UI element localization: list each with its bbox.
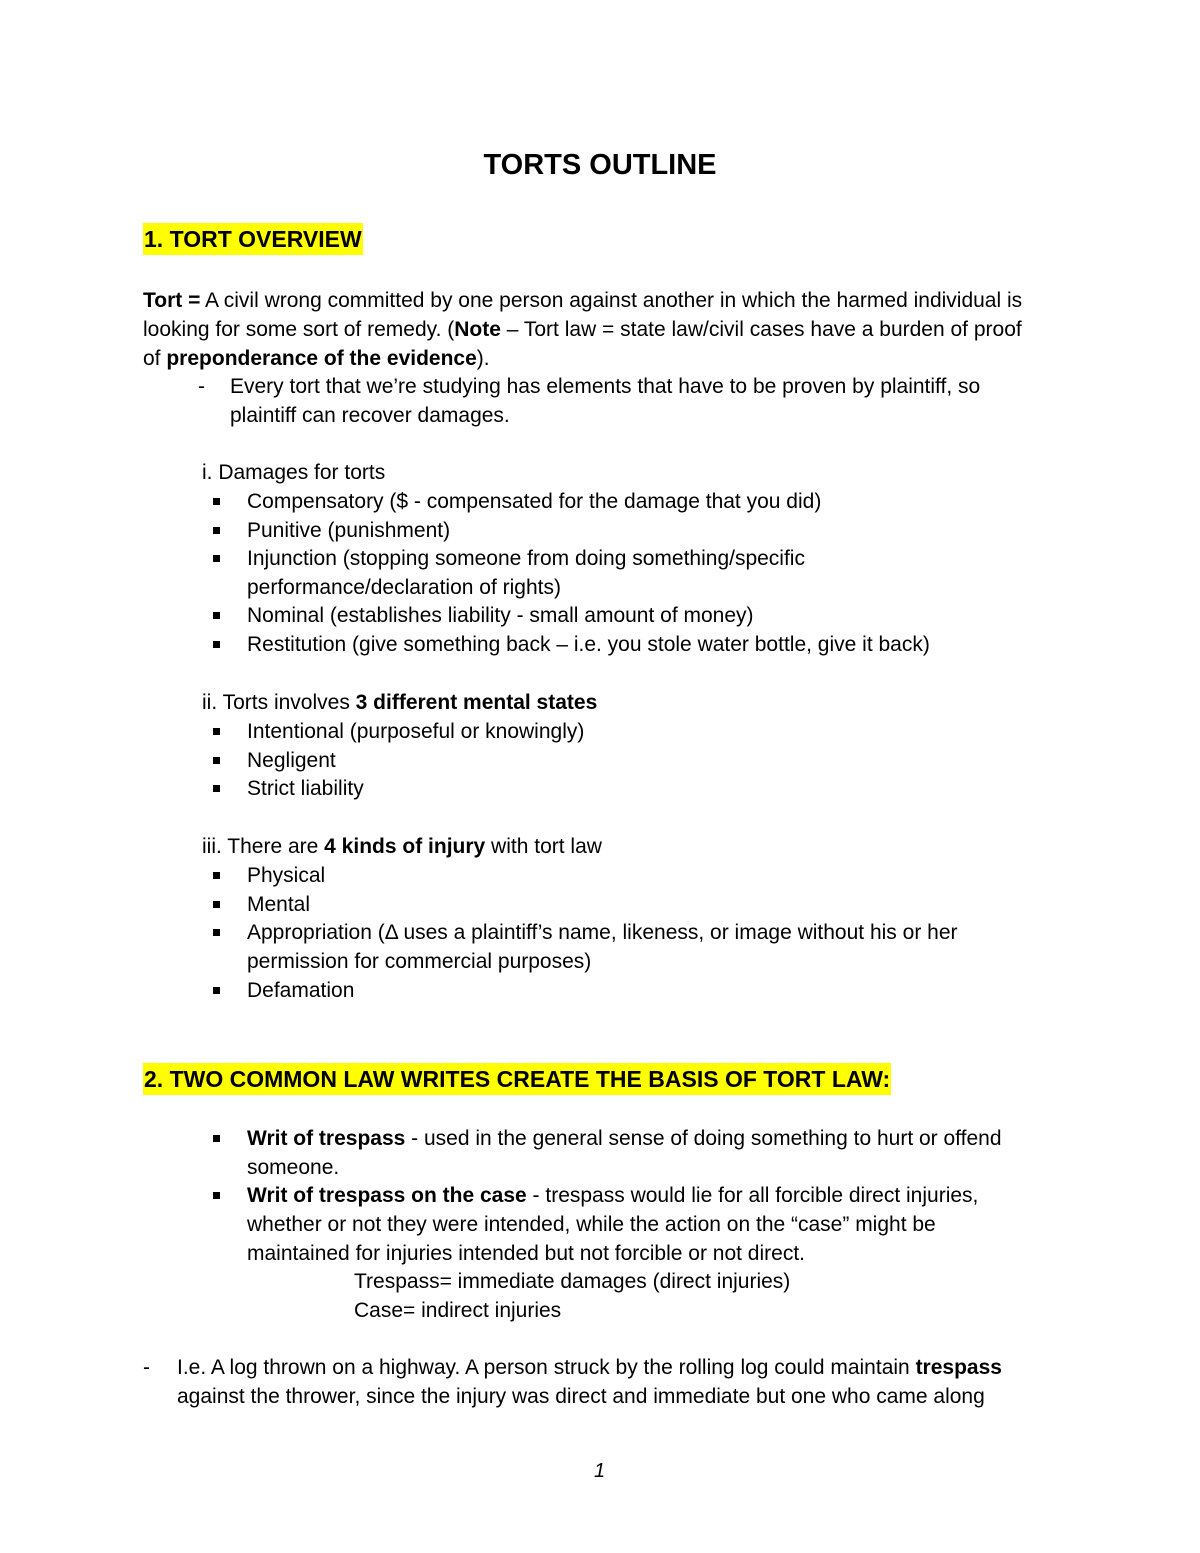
mental-state-strict-liability: Strict liability — [247, 777, 364, 800]
writ-on-the-case-line-3: maintained for injuries intended but not forcible or not direct. — [247, 1242, 805, 1265]
injury-mental: Mental — [247, 893, 311, 916]
example-line-2: against the thrower, since the injury was direct and immediate but one who came along — [177, 1385, 985, 1408]
section-1-heading: 1. TORT OVERVIEW — [143, 228, 363, 251]
bullet-icon — [213, 785, 220, 792]
writ-on-the-case-line-1: Writ of trespass on the case - trespass would lie for all forcible direct injuries, — [247, 1184, 979, 1207]
bullet-icon — [213, 1135, 220, 1142]
mental-state-intentional: Intentional (purposeful or knowingly) — [247, 720, 585, 743]
bullet-icon — [213, 555, 220, 562]
bullet-icon — [213, 728, 220, 735]
tort-definition-line-1: Tort = A civil wrong committed by one person against another in which the harmed individual is — [143, 289, 1023, 312]
page-number: 1 — [594, 1460, 606, 1482]
damages-item-injunction: Injunction (stopping someone from doing something/specific — [247, 547, 805, 570]
mental-state-negligent: Negligent — [247, 749, 336, 772]
dash-marker: - — [198, 375, 205, 398]
mental-states-heading: ii. Torts involves 3 different mental states — [202, 691, 598, 714]
injury-heading: iii. There are 4 kinds of injury with tort law — [202, 835, 602, 858]
injury-defamation: Defamation — [247, 979, 355, 1002]
section-2-heading: 2. TWO COMMON LAW WRITES CREATE THE BASIS OF TORT LAW: — [143, 1068, 891, 1091]
damages-item-nominal: Nominal (establishes liability - small amount of money) — [247, 604, 754, 627]
writ-of-trespass-line-1: Writ of trespass - used in the general sense of doing something to hurt or offend — [247, 1127, 1002, 1150]
bullet-icon — [213, 641, 220, 648]
damages-item-restitution: Restitution (give something back – i.e. you stole water bottle, give it back) — [247, 633, 930, 656]
damages-item-injunction-cont: performance/declaration of rights) — [247, 576, 561, 599]
tort-definition-line-3: of preponderance of the evidence). — [143, 347, 490, 370]
bullet-icon — [213, 901, 220, 908]
trespass-definition: Trespass= immediate damages (direct injuries) — [354, 1270, 791, 1293]
bullet-icon — [213, 929, 220, 936]
damages-item-compensatory: Compensatory ($ - compensated for the damage that you did) — [247, 490, 822, 513]
damages-item-punitive: Punitive (punishment) — [247, 519, 451, 542]
bullet-icon — [213, 498, 220, 505]
bullet-icon — [213, 612, 220, 619]
page-title: TORTS OUTLINE — [483, 149, 717, 181]
bullet-icon — [213, 757, 220, 764]
case-definition: Case= indirect injuries — [354, 1299, 562, 1322]
bullet-icon — [213, 872, 220, 879]
dash-marker: - — [143, 1356, 150, 1379]
elements-note-line-1: Every tort that we’re studying has elements that have to be proven by plaintiff, so — [230, 375, 981, 398]
example-line-1: I.e. A log thrown on a highway. A person struck by the rolling log could maintain trespass — [177, 1356, 1002, 1379]
injury-physical: Physical — [247, 864, 326, 887]
injury-appropriation: Appropriation (Δ uses a plaintiff’s name, likeness, or image without his or her — [247, 921, 958, 944]
bullet-icon — [213, 1192, 220, 1199]
tort-definition-line-2: looking for some sort of remedy. (Note – Tort law = state law/civil cases have a burden of proof — [143, 318, 1022, 341]
bullet-icon — [213, 527, 220, 534]
bullet-icon — [213, 987, 220, 994]
injury-appropriation-cont: permission for commercial purposes) — [247, 950, 592, 973]
writ-of-trespass-line-2: someone. — [247, 1156, 340, 1179]
damages-heading: i. Damages for torts — [202, 461, 386, 484]
elements-note-line-2: plaintiff can recover damages. — [230, 404, 510, 427]
writ-on-the-case-line-2: whether or not they were intended, while the action on the “case” might be — [247, 1213, 936, 1236]
